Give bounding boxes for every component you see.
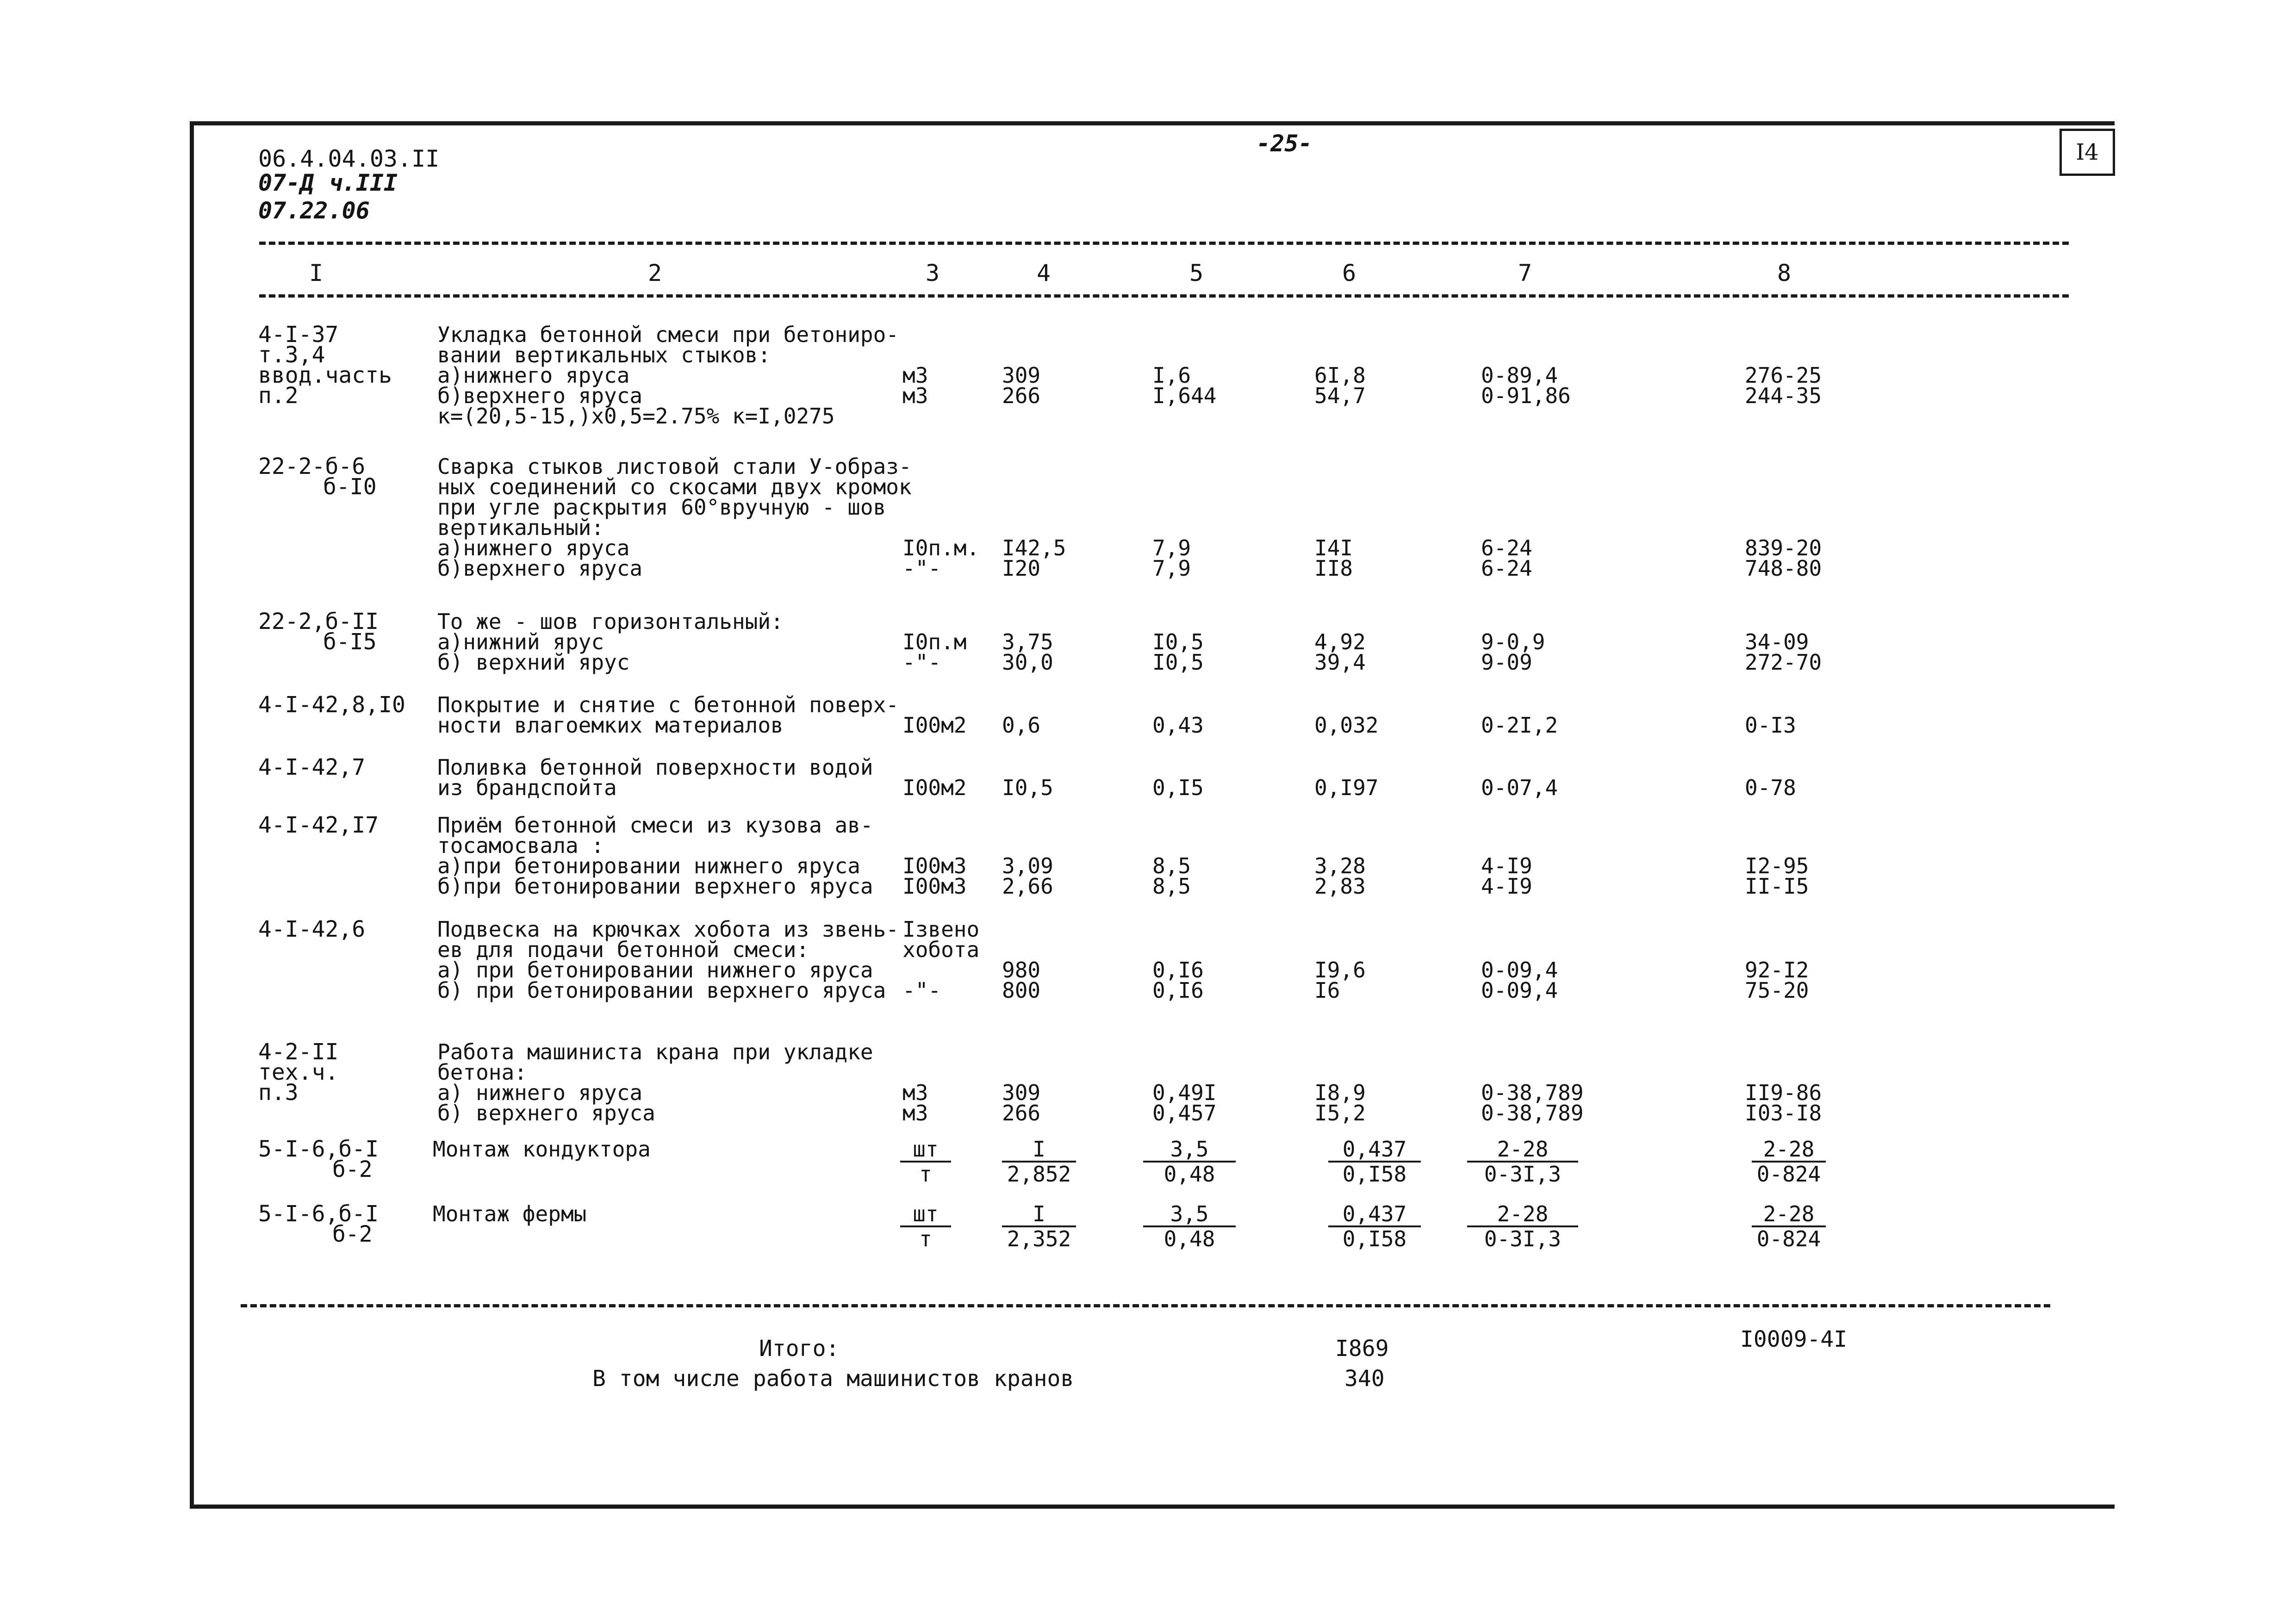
fraction-numerator: I bbox=[1002, 1203, 1076, 1227]
header-divider-bottom bbox=[259, 294, 2069, 298]
handwritten-note-1: 07-Д ч.III bbox=[258, 169, 398, 196]
row-description: при угле раскрытия 60°вручную - шов bbox=[437, 495, 886, 520]
fraction-denominator: 0,I58 bbox=[1342, 1162, 1407, 1187]
row-value-c6: 0,032 bbox=[1314, 713, 1379, 738]
row-code: тех.ч. bbox=[258, 1059, 339, 1085]
fraction-numerator: 2-28 bbox=[1752, 1203, 1826, 1227]
handwritten-note-2: 07.22.06 bbox=[258, 197, 370, 224]
fraction-denominator: 0,I58 bbox=[1342, 1226, 1407, 1251]
fraction-denominator: 0-3I,3 bbox=[1484, 1226, 1562, 1251]
row-description: а)нижнего яруса bbox=[437, 363, 630, 388]
fraction-denominator: 0-824 bbox=[1756, 1226, 1821, 1251]
row-value-c7: 6-24 bbox=[1481, 556, 1532, 581]
row-description: Подвеска на крючках хобота из звень- bbox=[437, 917, 899, 942]
fraction-c8 bbox=[1752, 1138, 1826, 1185]
row-value-c4: 309 bbox=[1002, 363, 1041, 388]
row-value-c7: 4-I9 bbox=[1481, 874, 1532, 899]
row-value-c4: 266 bbox=[1002, 383, 1041, 408]
fraction-c6 bbox=[1328, 1203, 1421, 1250]
row-value-c4: 3,09 bbox=[1002, 853, 1053, 878]
row-description: б)верхнего яруса bbox=[437, 383, 643, 408]
row-value-c8: 92-I2 bbox=[1745, 958, 1809, 983]
fraction-denominator: 0-824 bbox=[1756, 1162, 1821, 1187]
row-value-c8: 0-78 bbox=[1745, 775, 1796, 800]
column-header-1: I bbox=[309, 260, 324, 286]
row-code: п.2 bbox=[258, 383, 299, 409]
sheet-number: I4 bbox=[2060, 129, 2115, 176]
row-value-c8: 75-20 bbox=[1745, 978, 1809, 1003]
row-value-c6: 0,I97 bbox=[1314, 775, 1379, 800]
row-value-c8: 244-35 bbox=[1745, 383, 1822, 408]
row-description: вании вертикальных стыков: bbox=[437, 342, 771, 367]
row-unit: I00м2 bbox=[902, 775, 967, 800]
row-description: ности влагоемких материалов bbox=[437, 713, 784, 738]
column-header-4: 4 bbox=[1037, 260, 1051, 286]
row-value-c5: 7,9 bbox=[1152, 535, 1191, 560]
fraction-denominator: 0-3I,3 bbox=[1484, 1162, 1562, 1187]
row-code: ввод.часть bbox=[258, 362, 392, 388]
row-description: а) нижнего яруса bbox=[437, 1080, 643, 1105]
fraction-numerator: 2-28 bbox=[1467, 1138, 1578, 1163]
column-header-3: 3 bbox=[926, 260, 940, 286]
row-code: 4-I-37 bbox=[258, 322, 339, 348]
fraction-numerator: шт bbox=[900, 1138, 951, 1163]
row-value-c8: 34-09 bbox=[1745, 629, 1809, 654]
row-value-c4: I20 bbox=[1002, 556, 1041, 581]
row-code: б-2 bbox=[332, 1157, 373, 1182]
row-value-c5: 8,5 bbox=[1152, 853, 1191, 878]
row-unit: -"- bbox=[902, 650, 941, 675]
row-unit: м3 bbox=[902, 363, 928, 388]
row-value-c5: 0,I6 bbox=[1152, 958, 1204, 983]
fraction-denominator: т bbox=[919, 1162, 932, 1187]
row-value-c6: I9,6 bbox=[1314, 958, 1366, 983]
row-description: Сварка стыков листовой стали У-образ- bbox=[437, 454, 912, 479]
row-code: б-I5 bbox=[323, 629, 377, 655]
row-description: б)верхнего яруса bbox=[437, 556, 643, 581]
row-code: 5-I-6,б-I bbox=[258, 1201, 379, 1227]
row-code: 4-I-42,7 bbox=[258, 754, 366, 780]
column-header-5: 5 bbox=[1189, 260, 1204, 286]
row-value-c6: 3,28 bbox=[1314, 853, 1366, 878]
row-value-c8: I03-I8 bbox=[1745, 1101, 1822, 1126]
fraction-numerator: I bbox=[1002, 1138, 1076, 1163]
row-value-c5: 0,I6 bbox=[1152, 978, 1204, 1003]
row-value-c4: I42,5 bbox=[1002, 535, 1066, 560]
row-unit: Iзвено bbox=[902, 917, 980, 942]
fraction-numerator: 3,5 bbox=[1143, 1138, 1236, 1163]
fraction-numerator: 0,437 bbox=[1328, 1203, 1421, 1227]
row-value-c8: 839-20 bbox=[1745, 535, 1822, 560]
total-label: Итого: bbox=[759, 1336, 840, 1362]
row-value-c5: 0,I5 bbox=[1152, 775, 1204, 800]
row-value-c4: 3,75 bbox=[1002, 629, 1053, 654]
row-code: 4-I-42,I7 bbox=[258, 812, 379, 838]
row-value-c6: 2,83 bbox=[1314, 874, 1366, 899]
row-value-c8: II-I5 bbox=[1745, 874, 1809, 899]
column-header-8: 8 bbox=[1777, 260, 1792, 286]
row-unit: I00м3 bbox=[902, 874, 967, 899]
row-value-c7: 9-09 bbox=[1481, 650, 1532, 675]
row-description: тосамосвала : bbox=[437, 833, 604, 858]
fraction-c7 bbox=[1467, 1138, 1578, 1185]
row-unit: I00м3 bbox=[902, 853, 967, 878]
row-value-c6: 39,4 bbox=[1314, 650, 1366, 675]
row-value-c7: 6-24 bbox=[1481, 535, 1532, 560]
column-header-7: 7 bbox=[1518, 260, 1532, 286]
row-description: а)нижний ярус bbox=[437, 629, 604, 654]
fraction-c5 bbox=[1143, 1203, 1236, 1250]
row-unit: м3 bbox=[902, 383, 928, 408]
page-label: -25- bbox=[1257, 130, 1313, 157]
row-value-c7: 0-09,4 bbox=[1481, 978, 1558, 1003]
row-value-c8: 748-80 bbox=[1745, 556, 1822, 581]
fraction-c4 bbox=[1002, 1203, 1076, 1250]
total-col6-sub: 340 bbox=[1344, 1366, 1385, 1392]
row-description: а)при бетонировании нижнего яруса bbox=[437, 853, 860, 878]
row-value-c7: 0-09,4 bbox=[1481, 958, 1558, 983]
fraction-denominator: 0,48 bbox=[1164, 1162, 1215, 1187]
row-value-c8: II9-86 bbox=[1745, 1080, 1822, 1105]
row-value-c4: 2,66 bbox=[1002, 874, 1053, 899]
row-code: п.3 bbox=[258, 1080, 299, 1106]
column-header-6: 6 bbox=[1342, 260, 1356, 286]
row-value-c4: 0,6 bbox=[1002, 713, 1041, 738]
row-code: 4-I-42,6 bbox=[258, 916, 366, 942]
row-value-c7: 4-I9 bbox=[1481, 853, 1532, 878]
total-sublabel: В том числе работа машинистов кранов bbox=[592, 1366, 1074, 1392]
row-description: Работа машиниста крана при укладке bbox=[437, 1039, 873, 1064]
row-value-c6: I8,9 bbox=[1314, 1080, 1366, 1105]
row-value-c4: 800 bbox=[1002, 978, 1041, 1003]
row-unit: м3 bbox=[902, 1080, 928, 1105]
row-description: а) при бетонировании нижнего яруса bbox=[437, 958, 873, 983]
row-description: бетона: bbox=[437, 1060, 527, 1085]
row-description: Укладка бетонной смеси при бетониро- bbox=[437, 322, 899, 347]
row-description: Покрытие и снятие с бетонной поверх- bbox=[437, 692, 899, 717]
row-value-c4: 980 bbox=[1002, 958, 1041, 983]
row-description: б) верхнего яруса bbox=[437, 1101, 655, 1126]
fraction-unit bbox=[900, 1138, 951, 1185]
fraction-numerator: 2-28 bbox=[1752, 1138, 1826, 1163]
row-value-c8: 272-70 bbox=[1745, 650, 1822, 675]
row-value-c7: 0-38,789 bbox=[1481, 1080, 1584, 1105]
row-description: б) верхний ярус bbox=[437, 650, 630, 675]
fraction-numerator: 3,5 bbox=[1143, 1203, 1236, 1227]
row-value-c4: I0,5 bbox=[1002, 775, 1053, 800]
row-description: ных соединений со скосами двух кромок bbox=[437, 474, 912, 499]
row-value-c6: I4I bbox=[1314, 535, 1353, 560]
row-description: То же - шов горизонтальный: bbox=[437, 609, 784, 634]
row-value-c7: 0-07,4 bbox=[1481, 775, 1558, 800]
row-unit: -"- bbox=[902, 978, 941, 1003]
row-code: б-I0 bbox=[323, 474, 377, 500]
row-value-c5: I,6 bbox=[1152, 363, 1191, 388]
row-value-c5: 8,5 bbox=[1152, 874, 1191, 899]
totals-divider bbox=[241, 1304, 2050, 1307]
row-unit: м3 bbox=[902, 1101, 928, 1126]
total-col6: I869 bbox=[1335, 1336, 1389, 1362]
row-value-c5: 0,457 bbox=[1152, 1101, 1217, 1126]
row-code: 5-I-6,б-I bbox=[258, 1136, 379, 1162]
row-description: к=(20,5-15,)х0,5=2.75% к=I,0275 bbox=[437, 404, 835, 429]
fraction-numerator: шт bbox=[900, 1203, 951, 1227]
fraction-unit bbox=[900, 1203, 951, 1250]
fraction-c5 bbox=[1143, 1138, 1236, 1185]
fraction-numerator: 0,437 bbox=[1328, 1138, 1421, 1163]
row-value-c4: 266 bbox=[1002, 1101, 1041, 1126]
column-header-2: 2 bbox=[648, 260, 662, 286]
fraction-denominator: 2,352 bbox=[1007, 1226, 1071, 1251]
row-value-c5: 0,43 bbox=[1152, 713, 1204, 738]
row-value-c6: 54,7 bbox=[1314, 383, 1366, 408]
row-value-c4: 309 bbox=[1002, 1080, 1041, 1105]
row-value-c6: I5,2 bbox=[1314, 1101, 1366, 1126]
row-unit: хобота bbox=[902, 937, 980, 962]
row-description: Монтаж кондуктора bbox=[433, 1137, 651, 1162]
row-description: б)при бетонировании верхнего яруса bbox=[437, 874, 873, 899]
row-value-c7: 9-0,9 bbox=[1481, 629, 1545, 654]
row-code: б-2 bbox=[332, 1221, 373, 1247]
row-value-c6: II8 bbox=[1314, 556, 1353, 581]
fraction-numerator: 2-28 bbox=[1467, 1203, 1578, 1227]
row-unit: I0п.м bbox=[902, 629, 967, 654]
row-code: 22-2,б-II bbox=[258, 609, 379, 634]
fraction-c8 bbox=[1752, 1203, 1826, 1250]
row-value-c7: 0-91,86 bbox=[1481, 383, 1571, 408]
total-col8: I0009-4I bbox=[1740, 1326, 1848, 1352]
row-description: вертикальный: bbox=[437, 515, 604, 540]
row-value-c5: I0,5 bbox=[1152, 650, 1204, 675]
row-code: 4-I-42,8,I0 bbox=[258, 692, 405, 718]
row-description: Поливка бетонной поверхности водой bbox=[437, 755, 873, 780]
header-divider-top bbox=[259, 242, 2069, 245]
row-value-c5: I,644 bbox=[1152, 383, 1217, 408]
row-value-c8: I2-95 bbox=[1745, 853, 1809, 878]
row-value-c5: 0,49I bbox=[1152, 1080, 1217, 1105]
row-value-c7: 0-2I,2 bbox=[1481, 713, 1558, 738]
row-value-c7: 0-89,4 bbox=[1481, 363, 1558, 388]
fraction-c4 bbox=[1002, 1138, 1076, 1185]
row-value-c7: 0-38,789 bbox=[1481, 1101, 1584, 1126]
row-code: 4-2-II bbox=[258, 1039, 339, 1065]
row-value-c8: 276-25 bbox=[1745, 363, 1822, 388]
row-description: из брандспойта bbox=[437, 775, 617, 800]
row-code: т.3,4 bbox=[258, 342, 325, 368]
row-description: а)нижнего яруса bbox=[437, 535, 630, 560]
row-description: Монтаж фермы bbox=[433, 1201, 587, 1226]
row-description: б) при бетонировании верхнего яруса bbox=[437, 978, 886, 1003]
row-value-c8: 0-I3 bbox=[1745, 713, 1796, 738]
row-unit: I0п.м. bbox=[902, 535, 980, 560]
row-code: 22-2-б-6 bbox=[258, 454, 366, 479]
row-value-c6: 4,92 bbox=[1314, 629, 1366, 654]
row-value-c4: 30,0 bbox=[1002, 650, 1053, 675]
document-code: 06.4.04.03.II bbox=[258, 145, 440, 172]
fraction-c6 bbox=[1328, 1138, 1421, 1185]
row-unit: -"- bbox=[902, 556, 941, 581]
row-description: Приём бетонной смеси из кузова ав- bbox=[437, 813, 873, 838]
row-unit: I00м2 bbox=[902, 713, 967, 738]
fraction-c7 bbox=[1467, 1203, 1578, 1250]
row-value-c5: 7,9 bbox=[1152, 556, 1191, 581]
row-value-c6: I6 bbox=[1314, 978, 1340, 1003]
fraction-denominator: 2,852 bbox=[1007, 1162, 1071, 1187]
fraction-denominator: т bbox=[919, 1226, 932, 1251]
fraction-denominator: 0,48 bbox=[1164, 1226, 1215, 1251]
row-description: ев для подачи бетонной смеси: bbox=[437, 937, 809, 962]
row-value-c6: 6I,8 bbox=[1314, 363, 1366, 388]
row-value-c5: I0,5 bbox=[1152, 629, 1204, 654]
